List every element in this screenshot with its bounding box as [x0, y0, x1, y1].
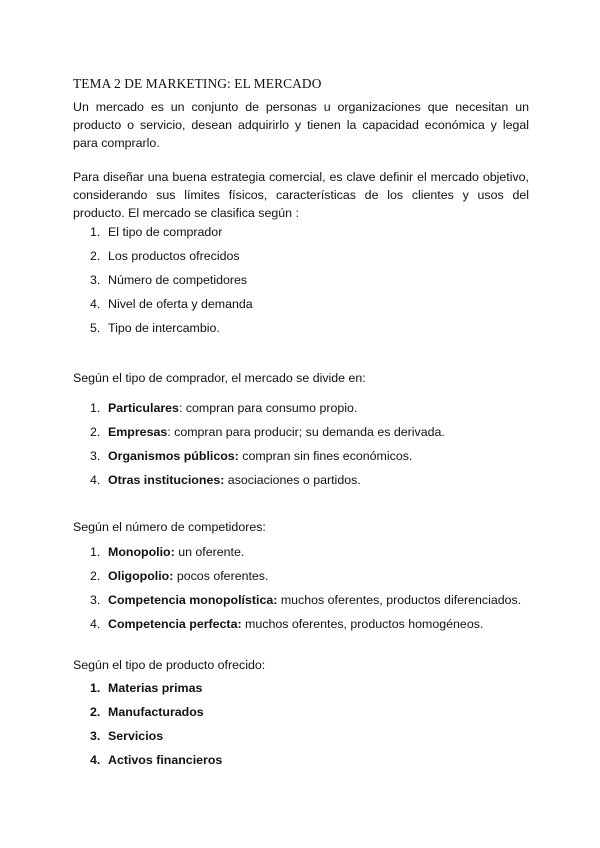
list-item: 2. Los productos ofrecidos [90, 249, 240, 263]
list-item: 4. Otras instituciones: asociaciones o partidos. [90, 473, 361, 487]
list-item: 1. Particulares: compran para consumo propio. [90, 401, 358, 415]
classification-intro-paragraph: Para diseñar una buena estrategia comercial, es clave definir el mercado objetivo, considerando sus límites físicos, características de los clientes y usos del producto. El mercado se clasifica según : [73, 170, 529, 220]
product-heading: Según el tipo de producto ofrecido: [73, 658, 266, 672]
list-item: 3. Número de competidores [90, 273, 248, 287]
list-item: 5. Tipo de intercambio. [90, 321, 220, 335]
list-item: 4. Nivel de oferta y demanda [90, 297, 253, 311]
list-item: 2. Oligopolio: pocos oferentes. [90, 569, 269, 583]
document-title: TEMA 2 DE MARKETING: EL MERCADO [73, 76, 322, 91]
list-item: 3. Organismos públicos: compran sin fines económicos. [90, 449, 413, 463]
list-item: 2. Manufacturados [90, 705, 204, 719]
list-item: 4. Competencia perfecta: muchos oferentes, productos homogéneos. [90, 617, 484, 631]
list-item: 2. Empresas: compran para producir; su demanda es derivada. [90, 425, 445, 439]
list-item: 3. Competencia monopolística: muchos oferentes, productos diferenciados. [90, 593, 522, 607]
list-item: 4. Activos financieros [90, 753, 223, 767]
list-item: 1. El tipo de comprador [90, 225, 223, 239]
product-types-list [73, 679, 222, 775]
list-item: 1. Monopolio: un oferente. [90, 545, 245, 559]
list-item: 3. Servicios [90, 729, 164, 743]
competition-types-list [73, 543, 521, 639]
criteria-list [73, 223, 253, 343]
competitors-heading: Según el número de competidores: [73, 520, 266, 534]
buyer-heading: Según el tipo de comprador, el mercado se divide en: [73, 371, 366, 385]
list-item: 1. Materias primas [90, 681, 203, 695]
buyer-types-list [73, 399, 445, 495]
intro-paragraph: Un mercado es un conjunto de personas u organizaciones que necesitan un producto o servicio, desean adquirirlo y tienen la capacidad económica y legal para comprarlo. [73, 100, 529, 150]
